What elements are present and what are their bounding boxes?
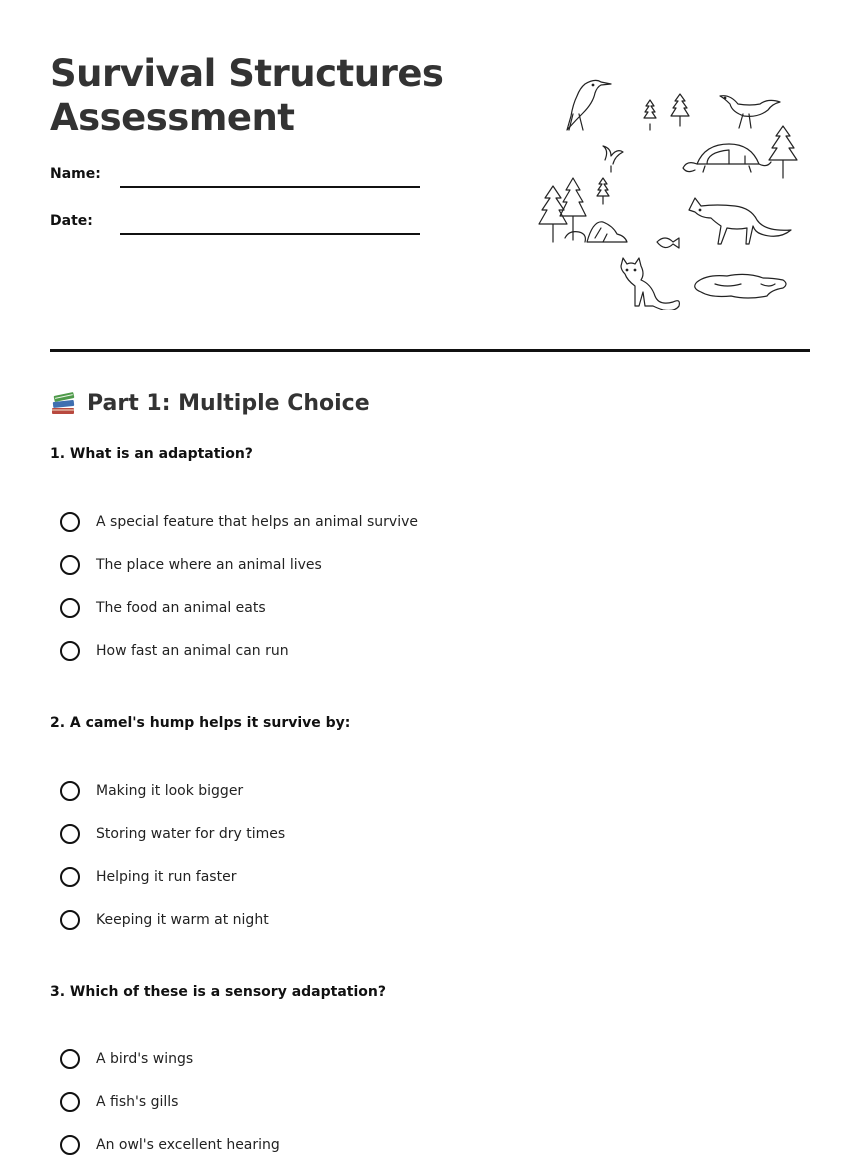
q1-option-c[interactable] — [60, 595, 266, 621]
option-label: A special feature that helps an animal survive — [96, 514, 419, 530]
fox-icon — [689, 198, 791, 244]
option-label: Keeping it warm at night — [96, 912, 269, 928]
q1-option-d[interactable] — [60, 638, 289, 664]
rock-icon — [587, 222, 627, 242]
tree-icon — [769, 126, 797, 178]
part1-heading — [50, 388, 370, 420]
radio-button[interactable] — [60, 781, 80, 801]
q1-option-a[interactable] — [60, 509, 418, 535]
question-2: 2. A camel's hump helps it survive by: — [50, 715, 351, 731]
books-icon — [50, 391, 78, 417]
radio-button[interactable] — [60, 641, 80, 661]
q3-option-a[interactable] — [60, 1046, 193, 1072]
option-label: Making it look bigger — [96, 783, 244, 799]
animal-illustration — [535, 70, 805, 310]
cat-icon — [621, 258, 679, 310]
ice-icon — [695, 274, 786, 298]
option-label: The food an animal eats — [96, 600, 266, 616]
title-line-2: Assessment — [50, 96, 295, 139]
page-title — [50, 52, 443, 140]
q3-option-b[interactable] — [60, 1089, 178, 1115]
date-label: Date: — [50, 213, 93, 229]
name-field[interactable] — [120, 186, 420, 188]
section-divider — [50, 349, 810, 352]
radio-button[interactable] — [60, 512, 80, 532]
q3-option-c[interactable] — [60, 1132, 280, 1158]
radio-button[interactable] — [60, 555, 80, 575]
heron-icon — [567, 80, 611, 130]
radio-button[interactable] — [60, 1135, 80, 1155]
option-label: Helping it run faster — [96, 869, 237, 885]
date-field[interactable] — [120, 233, 420, 235]
plant-icon — [597, 146, 623, 204]
q2-option-a[interactable] — [60, 778, 243, 804]
radio-button[interactable] — [60, 910, 80, 930]
radio-button[interactable] — [60, 1092, 80, 1112]
question-3: 3. Which of these is a sensory adaptation? — [50, 984, 386, 1000]
option-label: How fast an animal can run — [96, 643, 289, 659]
part1-heading-text: Part 1: Multiple Choice — [87, 391, 370, 416]
tree-icon — [644, 94, 689, 130]
question-1: 1. What is an adaptation? — [50, 446, 253, 462]
option-label: An owl's excellent hearing — [96, 1137, 280, 1153]
option-label: The place where an animal lives — [96, 557, 322, 573]
forest-icon — [539, 178, 586, 242]
fish-icon — [657, 238, 679, 248]
radio-button[interactable] — [60, 867, 80, 887]
radio-button[interactable] — [60, 824, 80, 844]
name-label: Name: — [50, 166, 101, 182]
q1-option-b[interactable] — [60, 552, 322, 578]
option-label: A bird's wings — [96, 1051, 194, 1067]
bird-icon — [720, 96, 780, 128]
option-label: Storing water for dry times — [96, 826, 286, 842]
option-label: A fish's gills — [96, 1094, 179, 1110]
radio-button[interactable] — [60, 1049, 80, 1069]
q2-option-b[interactable] — [60, 821, 285, 847]
radio-button[interactable] — [60, 598, 80, 618]
q2-option-c[interactable] — [60, 864, 236, 890]
title-line-1: Survival Structures — [50, 52, 444, 95]
q2-option-d[interactable] — [60, 907, 269, 933]
turtle-icon — [683, 144, 771, 172]
